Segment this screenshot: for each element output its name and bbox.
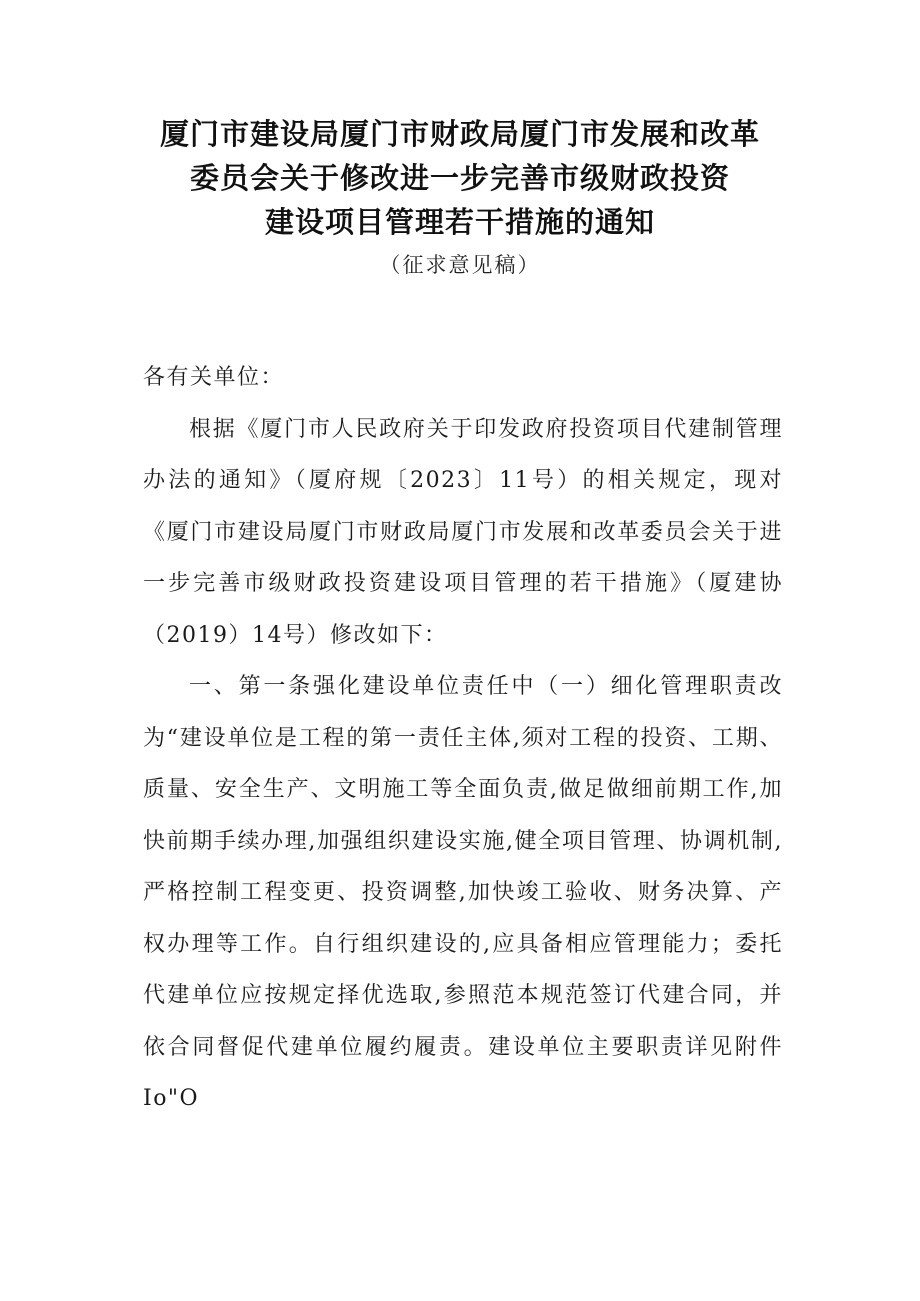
paragraph-2: 一、第一条强化建设单位责任中（一）细化管理职责改为“建设单位是工程的第一责任主体,须对工程的投资、工期、质量、安全生产、文明施工等全面负责,做足做细前期工作,加快前期手续办理,加强组织建设实施,健全项目管理、协调机制,严格控制工程变更、投资调整,加快竣工验收、财务决算、产权办理等工作。自行组织建设的,应具备相应管理能力；委托代建单位应按规定择优选取,参照范本规范签订代建合同，并依合同督促代建单位履约履责。建设单位主要职责详见附件Io"O (143, 674, 783, 1111)
document-body (143, 352, 783, 1125)
salutation: 各有关单位： (143, 365, 285, 390)
document-title-line-2: 委员会关于修改进一步完善市级财政投资 (189, 161, 730, 195)
document-title-block (0, 112, 920, 280)
paragraph-1: 根据《厦门市人民政府关于印发政府投资项目代建制管理办法的通知》（厦府规〔2023〕11号）的相关规定，现对《厦门市建设局厦门市财政局厦门市发展和改革委员会关于进一步完善市级财政投资建设项目管理的若干措施》（厦建协（2019）14号）修改如下： (143, 416, 783, 648)
document-title-line-1: 厦门市建设局厦门市财政局厦门市发展和改革 (159, 117, 760, 151)
document-subtitle: （征求意见稿） (379, 253, 541, 277)
document-title-line-3: 建设项目管理若干措施的通知 (264, 205, 655, 239)
